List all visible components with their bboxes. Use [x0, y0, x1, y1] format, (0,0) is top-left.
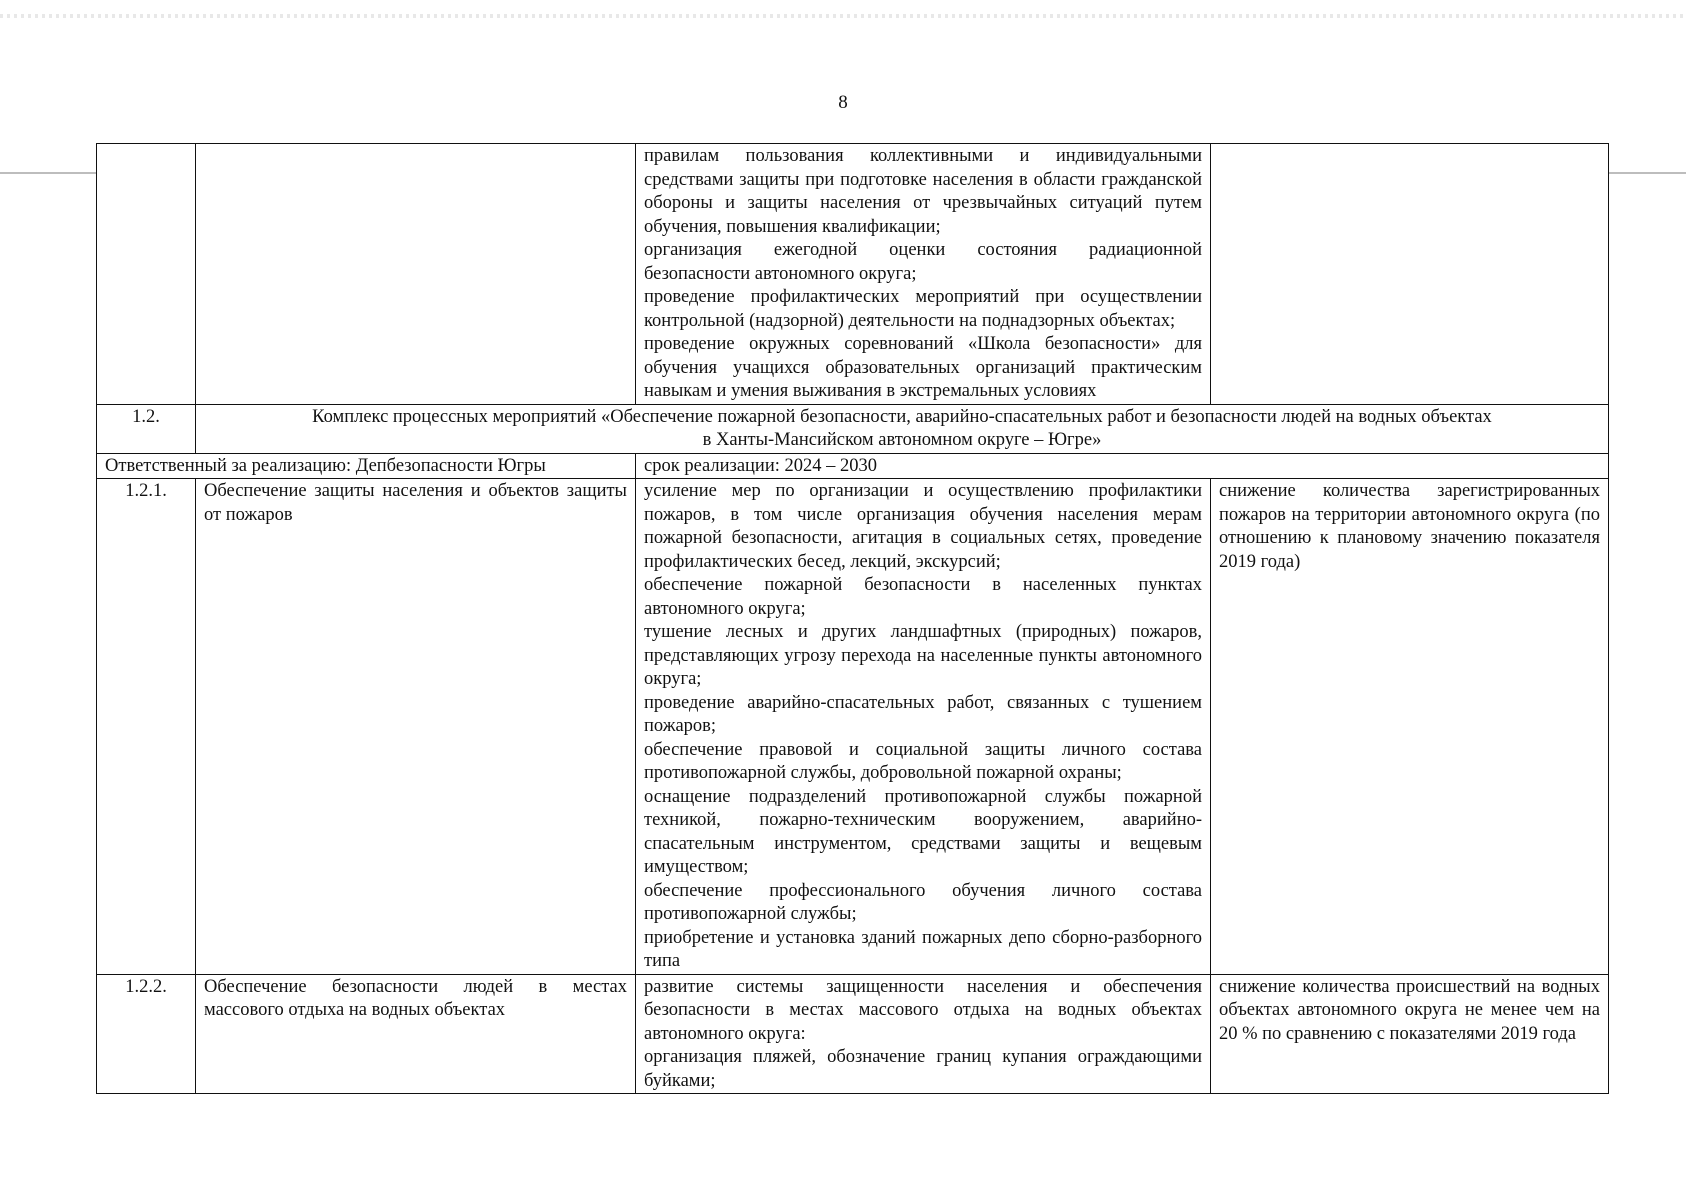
table-row-continuation	[97, 144, 1609, 405]
scan-edge-left	[0, 172, 96, 174]
activity-item: развитие системы защищенности населения и обеспечения безопасности в местах массового отдыха на водных объектах автономного округа:	[644, 976, 1202, 1044]
table-row	[97, 479, 1609, 975]
row-number: 1.2.2.	[97, 974, 196, 1094]
activity-item: обеспечение пожарной безопасности в населенных пунктах автономного округа;	[644, 575, 1202, 619]
section-period: срок реализации: 2024 – 2030	[636, 453, 1609, 479]
row-activities	[636, 479, 1211, 975]
cell-result-empty	[1211, 144, 1609, 405]
row-result: снижение количества происшествий на водных объектах автономного округа не менее чем на 20 % по сравнению с показателями 2019 года	[1211, 974, 1609, 1094]
scan-edge-right	[1608, 172, 1686, 174]
row-task: Обеспечение безопасности людей в местах массового отдыха на водных объектах	[196, 974, 636, 1094]
section-header-row	[97, 404, 1609, 453]
activities-table	[96, 143, 1609, 1094]
activity-item: организация ежегодной оценки состояния радиационной безопасности автономного округа;	[644, 240, 1202, 284]
activity-item: усиление мер по организации и осуществлению профилактики пожаров, в том числе организация обучения населения мерам пожарной безопасности, агитация в социальных сетях, проведение профилактических бесед, лекций, экскурсий;	[644, 481, 1202, 572]
activity-item: тушение лесных и других ландшафтных (природных) пожаров, представляющих угрозу перехода на населенные пункты автономного округа;	[644, 622, 1202, 689]
scan-artifact	[0, 14, 1686, 18]
section-number: 1.2.	[97, 404, 196, 453]
activity-item: правилам пользования коллективными и индивидуальными средствами защиты при подготовке населения в области гражданской обороны и защиты населения от чрезвычайных ситуаций путем обучения, повышения квалификации;	[644, 146, 1202, 237]
row-task: Обеспечение защиты населения и объектов защиты от пожаров	[196, 479, 636, 975]
activity-item: оснащение подразделений противопожарной службы пожарной техникой, пожарно-техническим вооружением, аварийно-спасательным инструментом, средствами защиты и вещевым имуществом;	[644, 786, 1202, 877]
activity-item: проведение окружных соревнований «Школа безопасности» для обучения учащихся образовательных организаций практическим навыкам и умения выживания в экстремальных условиях	[644, 334, 1202, 401]
section-meta-row	[97, 453, 1609, 479]
page-number: 8	[838, 92, 848, 113]
activity-item: организация пляжей, обозначение границ купания ограждающими буйками;	[644, 1047, 1202, 1091]
cell-task-empty	[196, 144, 636, 405]
activity-item: обеспечение профессионального обучения личного состава противопожарной службы;	[644, 880, 1202, 924]
section-responsible: Ответственный за реализацию: Депбезопасности Югры	[97, 453, 636, 479]
table-row	[97, 974, 1609, 1094]
cell-number-empty	[97, 144, 196, 405]
activity-item: приобретение и установка зданий пожарных депо сборно-разборного типа	[644, 927, 1202, 971]
activity-item: проведение профилактических мероприятий при осуществлении контрольной (надзорной) деятельности на поднадзорных объектах;	[644, 287, 1202, 331]
row-activities	[636, 974, 1211, 1094]
activity-item: проведение аварийно-спасательных работ, связанных с тушением пожаров;	[644, 692, 1202, 736]
section-title-line2: в Ханты-Мансийском автономном округе – Югре»	[702, 430, 1102, 450]
section-title-line1: Комплекс процессных мероприятий «Обеспечение пожарной безопасности, аварийно-спасательных работ и безопасности людей на водных объектах	[312, 406, 1492, 427]
row-number: 1.2.1.	[97, 479, 196, 975]
activity-item: обеспечение правовой и социальной защиты личного состава противопожарной службы, добровольной пожарной охраны;	[644, 739, 1202, 783]
row-result: снижение количества зарегистрированных пожаров на территории автономного округа (по отношению к плановому значению показателя 2019 года)	[1211, 479, 1609, 975]
section-title	[196, 404, 1609, 453]
cell-activities-continuation	[636, 144, 1211, 405]
